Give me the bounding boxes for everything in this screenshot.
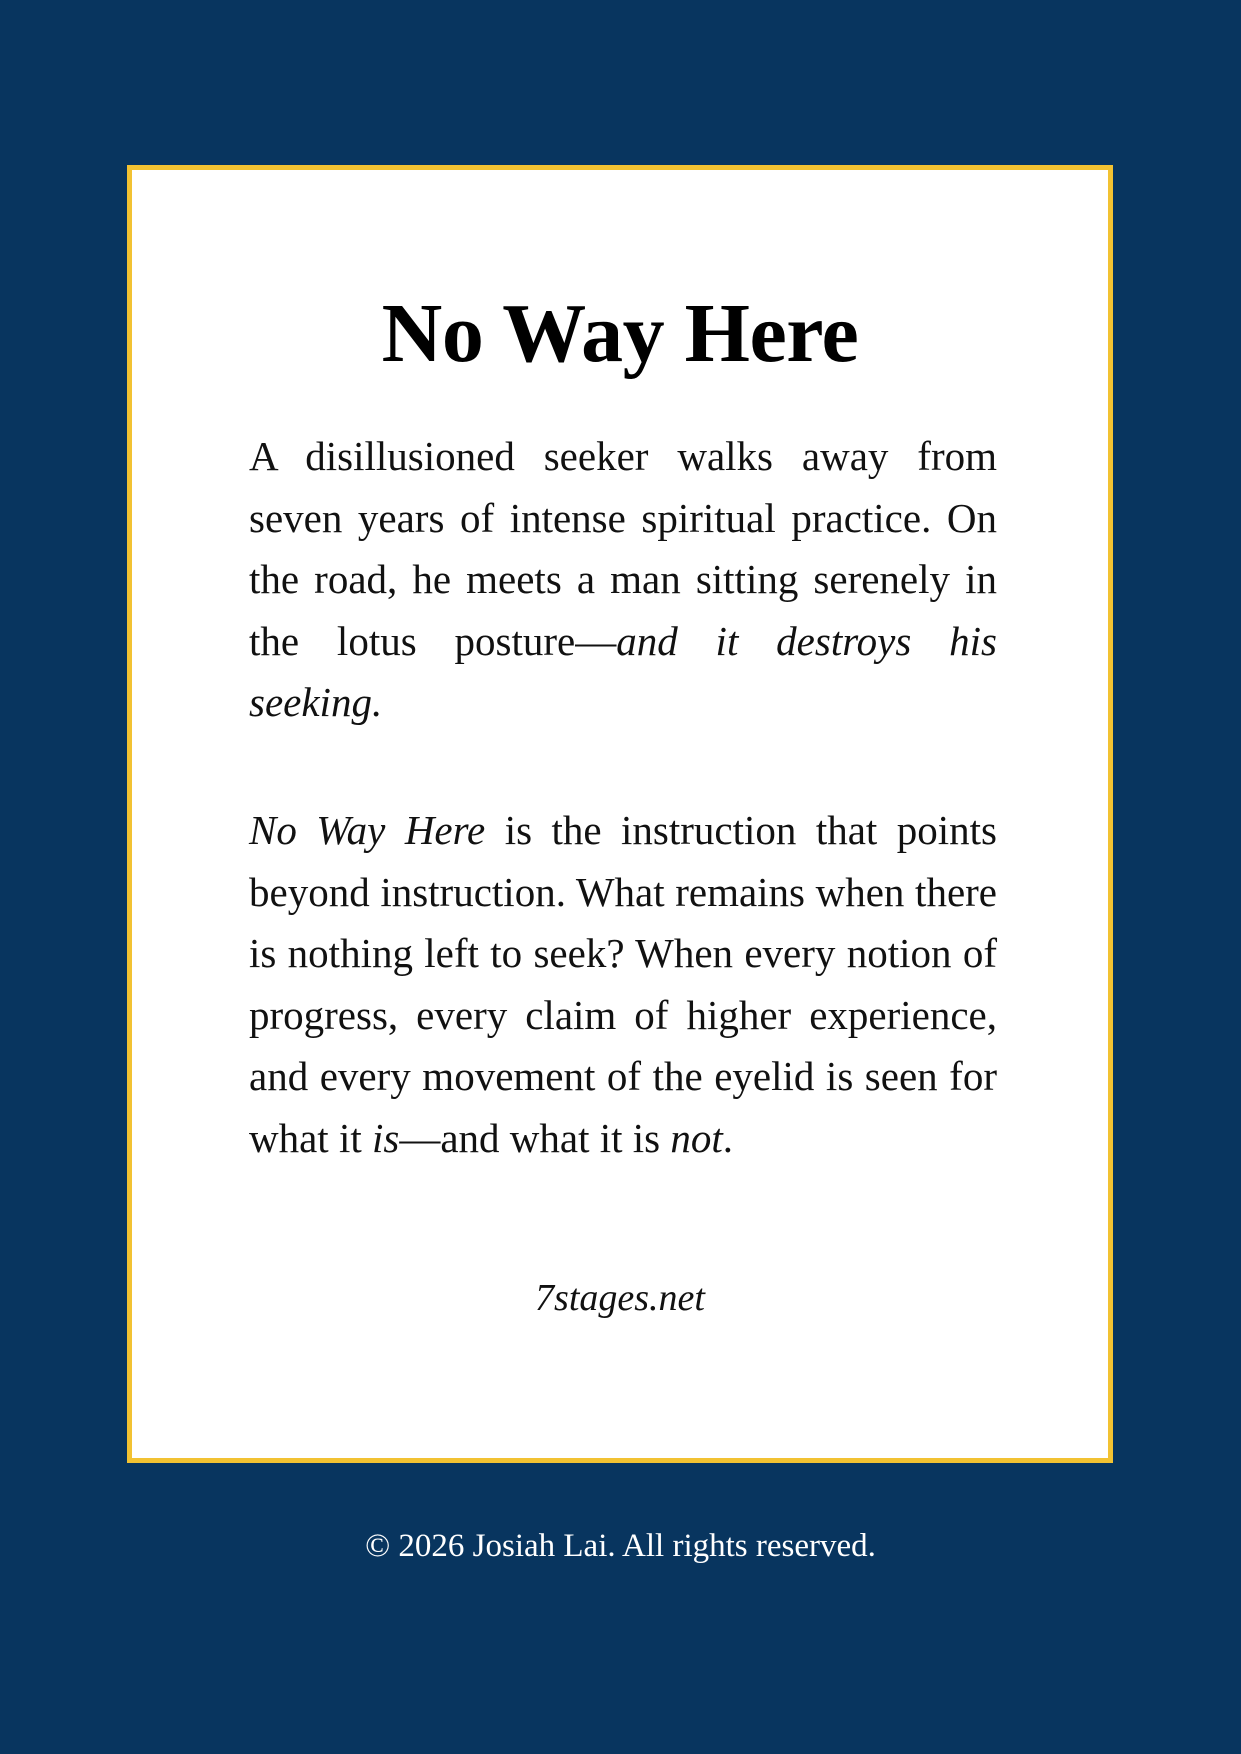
description-paragraph-2	[249, 800, 997, 1169]
paragraph-1-text: A disillusioned seeker walks away from seven years of intense spiritual practice. On the road, he meets a man sitting serenely in the lotus posture—	[249, 433, 997, 664]
description-paragraph-1	[249, 426, 997, 734]
paragraph-2-text-a: is the instruction that points beyond instruction. What remains when there is nothing left to seek? When every notion of progress, every claim of higher experience, and every movement of the eyelid is seen for what it	[249, 807, 997, 1161]
book-title: No Way Here	[381, 287, 859, 380]
paragraph-2-text-b: —and what it is	[399, 1114, 671, 1161]
paragraph-2-text-c: .	[722, 1114, 734, 1161]
paragraph-2-italic-not: not	[670, 1114, 723, 1161]
website-link: 7stages.net	[535, 1277, 705, 1319]
book-card-panel	[127, 165, 1113, 1463]
paragraph-2-italic-is: is	[371, 1114, 400, 1161]
copyright-notice: © 2026 Josiah Lai. All rights reserved.	[365, 1528, 876, 1564]
paragraph-2-italic-title: No Way Here	[249, 807, 486, 853]
paragraph-1-italic-text: and it destroys his seeking.	[249, 617, 998, 725]
